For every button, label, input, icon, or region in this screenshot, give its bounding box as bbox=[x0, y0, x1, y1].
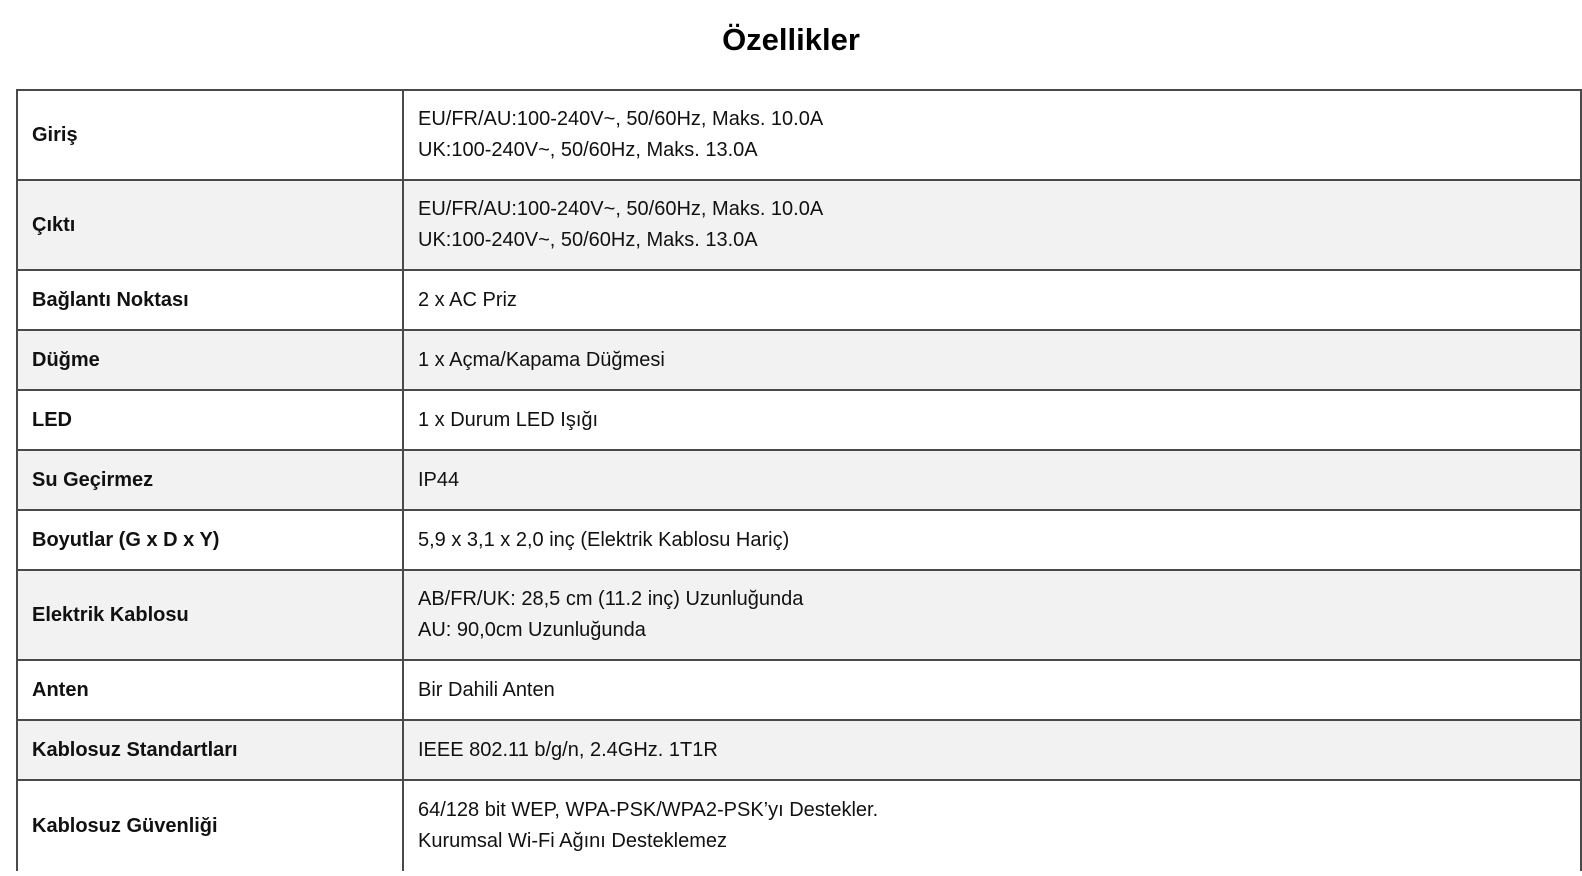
spec-row-wireless-standards bbox=[17, 720, 1581, 780]
spec-row-power-cable bbox=[17, 570, 1581, 660]
spec-label: Düğme bbox=[17, 330, 403, 390]
spec-value-line: IEEE 802.11 b/g/n, 2.4GHz. 1T1R bbox=[418, 738, 718, 761]
spec-value-line: 5,9 x 3,1 x 2,0 inç (Elektrik Kablosu Hariç) bbox=[418, 528, 790, 551]
spec-value bbox=[403, 660, 1581, 720]
spec-row-ports bbox=[17, 270, 1581, 330]
spec-value-line: UK:100-240V~, 50/60Hz, Maks. 13.0A bbox=[418, 139, 758, 161]
spec-label: Elektrik Kablosu bbox=[17, 570, 403, 660]
spec-label: Giriş bbox=[17, 90, 403, 180]
spec-value bbox=[403, 390, 1581, 450]
spec-value bbox=[403, 780, 1581, 871]
spec-value-line: 1 x Açma/Kapama Düğmesi bbox=[418, 348, 665, 371]
spec-label: Su Geçirmez bbox=[17, 450, 403, 510]
spec-label: Boyutlar (G x D x Y) bbox=[17, 510, 403, 570]
spec-value bbox=[403, 270, 1581, 330]
spec-value-line: AU: 90,0cm Uzunluğunda bbox=[418, 619, 646, 641]
spec-value-line: 2 x AC Priz bbox=[418, 288, 517, 311]
spec-row-waterproof bbox=[17, 450, 1581, 510]
spec-row-input bbox=[17, 90, 1581, 180]
spec-row-led bbox=[17, 390, 1581, 450]
spec-value bbox=[403, 90, 1581, 180]
spec-row-button bbox=[17, 330, 1581, 390]
page-title: Özellikler bbox=[722, 22, 860, 57]
spec-label: Kablosuz Standartları bbox=[17, 720, 403, 780]
spec-row-output bbox=[17, 180, 1581, 270]
spec-value-line: 64/128 bit WEP, WPA-PSK/WPA2-PSK’yı Destekler. bbox=[418, 799, 879, 821]
spec-label: Çıktı bbox=[17, 180, 403, 270]
spec-value-line: AB/FR/UK: 28,5 cm (11.2 inç) Uzunluğunda bbox=[418, 588, 804, 610]
spec-value-line: 1 x Durum LED Işığı bbox=[418, 408, 599, 431]
spec-value-line: Bir Dahili Anten bbox=[418, 678, 555, 701]
spec-row-wireless-security bbox=[17, 780, 1581, 871]
specs-table bbox=[16, 89, 1582, 871]
spec-label: Anten bbox=[17, 660, 403, 720]
spec-label: LED bbox=[17, 390, 403, 450]
spec-value bbox=[403, 720, 1581, 780]
spec-label: Bağlantı Noktası bbox=[17, 270, 403, 330]
spec-value-line: EU/FR/AU:100-240V~, 50/60Hz, Maks. 10.0A bbox=[418, 198, 824, 220]
spec-value-line: EU/FR/AU:100-240V~, 50/60Hz, Maks. 10.0A bbox=[418, 108, 824, 130]
spec-value bbox=[403, 180, 1581, 270]
spec-value bbox=[403, 330, 1581, 390]
spec-row-dimensions bbox=[17, 510, 1581, 570]
spec-label: Kablosuz Güvenliği bbox=[17, 780, 403, 871]
spec-value bbox=[403, 510, 1581, 570]
spec-row-antenna bbox=[17, 660, 1581, 720]
spec-value-line: Kurumsal Wi-Fi Ağını Desteklemez bbox=[418, 830, 727, 852]
spec-value-line: IP44 bbox=[418, 468, 460, 491]
spec-value bbox=[403, 570, 1581, 660]
spec-value-line: UK:100-240V~, 50/60Hz, Maks. 13.0A bbox=[418, 229, 758, 251]
spec-value bbox=[403, 450, 1581, 510]
